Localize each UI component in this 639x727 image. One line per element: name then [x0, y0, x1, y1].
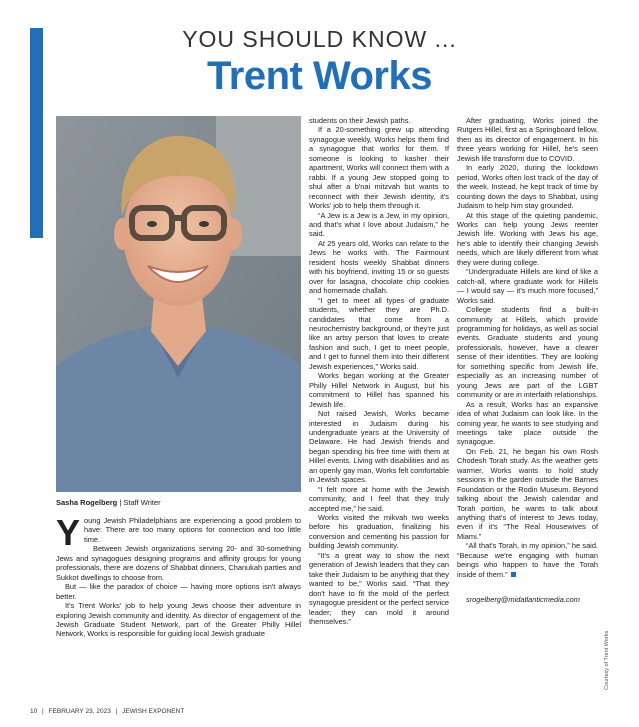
portrait-photo: [56, 116, 301, 492]
article-paragraph: College students find a built-in community at Hillels, which provide programming for holidays, as well as social events. Graduate students and young professionals, however, have a clearer sense of their identities. They are looking for something specific from Jewish life, especially as an increasing number of young Jews are part of the LGBT community or are in interfaith relationships.: [457, 305, 598, 400]
end-mark-icon: [511, 572, 516, 577]
photo-credit: Courtesy of Trent Works: [604, 630, 610, 690]
footer-separator: |: [42, 708, 44, 715]
article-paragraph: As a result, Works has an expansive idea of what Judaism can look like. In the coming year, he wants to see studying and meetings take place outside the synagogue.: [457, 399, 598, 447]
byline-separator: |: [117, 498, 124, 507]
article-paragraph: [457, 541, 598, 579]
article-paragraph: “I felt more at home with the Jewish community, and I feel that they truly accepted me,” he said.: [309, 484, 449, 513]
byline-author: Sasha Rogelberg: [56, 498, 118, 507]
article-paragraph: Works visited the mikvah two weeks before his graduation, finalizing his conversion and cementing his passion for building Jewish community.: [309, 513, 449, 551]
article-paragraph: Works began working at the Greater Philly Hillel Network in August, but his commitment to Hillel has spanned his Jewish life.: [309, 371, 449, 409]
article-paragraph: students on their Jewish paths.: [309, 116, 411, 125]
article-paragraph: “Undergraduate Hillels are kind of like a catch-all, where graduate work for Hillels — I would say — it's much more focused,” Works said.: [457, 267, 598, 305]
section-kicker: YOU SHOULD KNOW ...: [182, 26, 457, 52]
article-paragraph: “It's a great way to show the next generation of Jewish leaders that they can take their Judaism to be anything that they wanted to be,” Works said. “That they don't have to fit the mold of the perfect synagogue president or the perfect service leader; they can mold it around themselves.”: [309, 550, 449, 627]
article-paragraph: At 25 years old, Works can relate to the Jews he works with. The Fairmount resident hosts weekly Shabbat dinners with his boyfriend, inviting 15 or so guests over for lasagna, chocolate chip cookies and homemade challah.: [309, 238, 449, 296]
portrait-illustration: [56, 116, 301, 492]
article-paragraph: If a 20-something grew up attending synagogue weekly, Works helps them find a synagogue that works for them. If someone is looking to kasher their apartment, Works will connect them with a rabbi. If a young Jew stopped going to shul after a b'nai mitzvah but wants to reconnect with their Jewish identity, it's Works' job to help them through it.: [309, 125, 449, 211]
page-number: 10: [30, 708, 38, 715]
article-paragraph: In early 2020, during the lockdown period, Works often lost track of the day of the week. Instead, he kept track of time by counting down the days to Shabbat, using Judaism to help him stay grounded.: [457, 163, 598, 211]
article-paragraph: It's Trent Works' job to help young Jews choose their adventure in exploring Jewish community and identity. As director of engagement of the Jewish Graduate Student Network, part of the Greater Philly Hillel Network, Works is responsible for guiding local Jewish graduate: [56, 601, 301, 639]
closing-text: “All that's Torah, in my opinion,” he said. “Because we're engaging with human beings who happen to have the Torah inside of them.”: [457, 541, 598, 579]
article-column-2: [309, 116, 449, 626]
lead-text: oung Jewish Philadelphians are experiencing a good problem to have: There are too many options for connection and too little time.: [84, 516, 301, 544]
issue-date: FEBRUARY 23, 2023: [48, 708, 111, 715]
article-paragraph: [56, 512, 301, 553]
article-paragraph: “I get to meet all types of graduate students, whether they are Ph.D. candidates that come from a neurochemistry background, or they're just like an artsy person that loves to create fashion and such, I get to meet people, and I get to funnel them into their different Jewish experiences,” Works said.: [309, 295, 449, 371]
article-paragraph: Not raised Jewish, Works became interested in Judaism during his undergraduate years at the University of Delaware. He had Jewish friends and began spending his free time with them at Hillel events. Living with disabilities and as an openly gay man, Works felt comfortable in Jewish spaces.: [309, 409, 449, 485]
contact-email[interactable]: [457, 595, 598, 604]
article-paragraph: On Feb. 21, he began his own Rosh Chodesh Torah study. As the weather gets warmer, Works wants to hold study sessions in the garden outside the Barnes Foundation or the Rodin Museum. Beyond talking about the Jewish calendar and Torah portion, he wants to talk about anything that's of interest to Jews today, even if it's “The Real Housewives of Miami.”: [457, 446, 598, 541]
article-paragraph: After graduating, Works joined the Rutgers Hillel, first as a Springboard fellow, then as its director of engagement. In his three years working for Hillel, he's seen Jewish life transform due to COVID.: [457, 116, 598, 163]
contact-email-text[interactable]: srogelberg@midatlanticmedia.com: [466, 595, 580, 605]
drop-cap: Y: [56, 512, 81, 553]
publication-name: JEWISH EXPONENT: [122, 708, 185, 715]
page-footer: [30, 708, 187, 715]
article-column-3: [457, 116, 598, 605]
article-paragraph: Between Jewish organizations serving 20- and 30-something Jews and synagogues designing programs and affinity groups for young professionals, there are dozens of Shabbat dinners, Chanukah parties and Sukkot dwellings to choose from.: [56, 544, 301, 582]
article-paragraph: But — like the paradox of choice — having more options isn't always better.: [56, 582, 301, 601]
article-column-1: [56, 512, 301, 639]
footer-separator: |: [115, 708, 118, 715]
byline-role: Staff Writer: [123, 498, 161, 507]
article-headline: Trent Works: [207, 54, 432, 98]
article-paragraph: At this stage of the quieting pandemic, Works can help young Jews reenter Jewish life. Working with Jews his age, he's able to identify their changing Jewish needs, which are likely different from what they were during college.: [457, 210, 598, 267]
byline: [56, 498, 161, 507]
article-paragraph: “A Jew is a Jew is a Jew, in my opinion, and that's what I love about Judaism,” he said.: [309, 210, 449, 239]
